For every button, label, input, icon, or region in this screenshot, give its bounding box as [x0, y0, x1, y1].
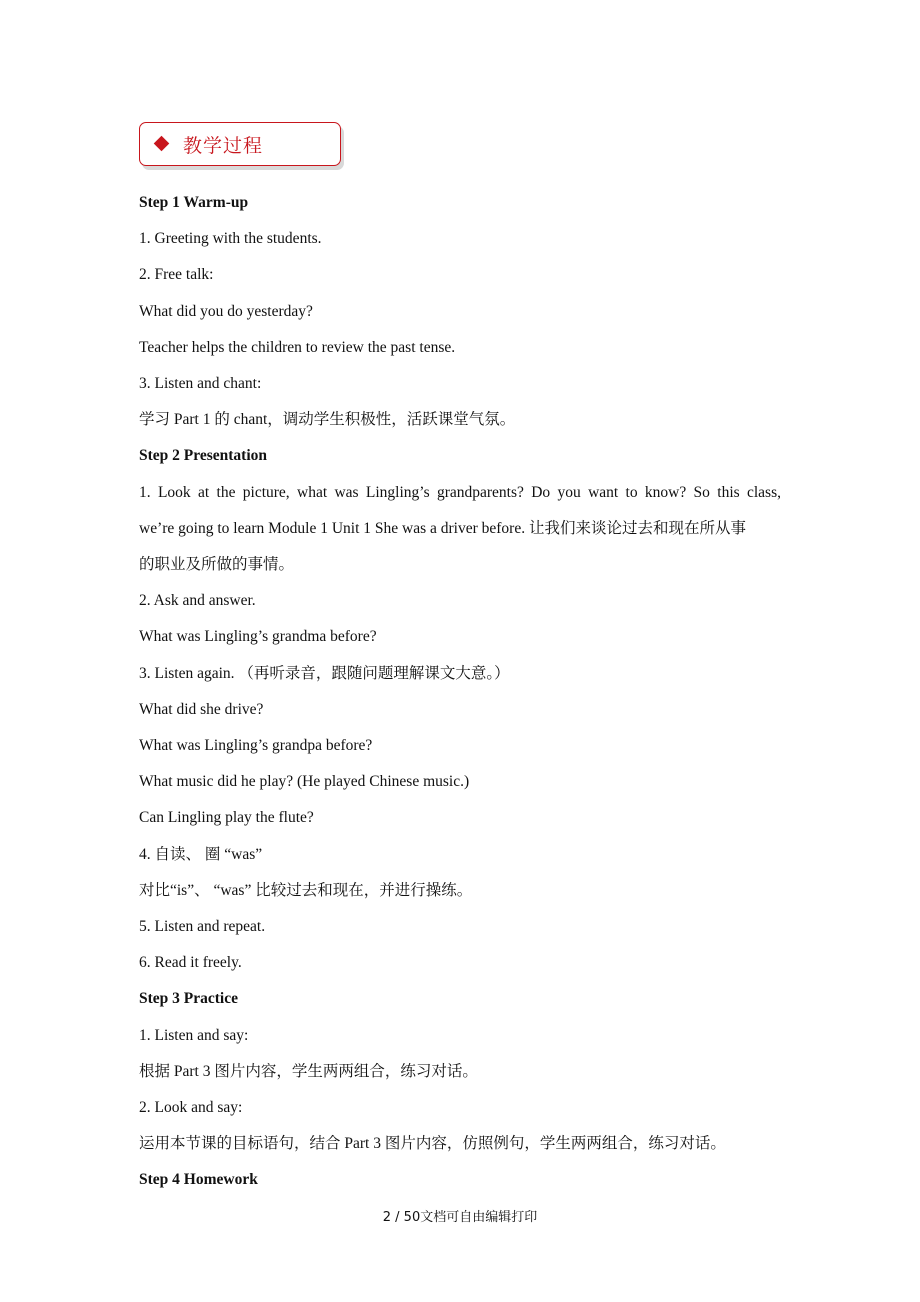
text-line: What did she drive? [139, 700, 264, 718]
text-line: What was Lingling’s grandma before? [139, 628, 377, 646]
text-line: 运用本节课的目标语句，结合 Part 3 图片内容，仿照例句，学生两两组合，练习对话。 [139, 1135, 726, 1153]
text-line: 3. Listen and chant: [139, 375, 262, 392]
step-heading: Step 3 Practice [139, 990, 238, 1008]
step-heading: Step 4 Homework [139, 1171, 258, 1189]
text-line: 2. Look and say: [139, 1099, 243, 1116]
section-header-box [139, 122, 341, 166]
text-line: Teacher helps the children to review the past tense. [139, 338, 456, 356]
text-line: 2. Free talk: [139, 266, 214, 284]
text-line: 4. 自读、 圈 “was” [139, 845, 263, 863]
text-line: 3. Listen again. （再听录音，跟随问题理解课文大意。） [139, 664, 510, 682]
step-heading: Step 2 Presentation [139, 447, 268, 465]
text-line: 1. Greeting with the students. [139, 230, 322, 248]
text-line: 学习 Part 1 的 chant，调动学生积极性，活跃课堂气氛。 [139, 411, 516, 429]
text-line: What did you do yesterday? [139, 302, 313, 320]
text-line: 1. Look at the picture, what was Lingling’s grandparents? Do you want to know? So this class, [139, 483, 781, 501]
text-line: we’re going to learn Module 1 Unit 1 She was a driver before. 让我们来谈论过去和现在所从事 [139, 519, 746, 537]
text-line: 2. Ask and answer. [139, 592, 256, 610]
text-line: Can Lingling play the flute? [139, 809, 314, 827]
text-line: 5. Listen and repeat. [139, 918, 266, 935]
step-heading: Step 1 Warm-up [139, 194, 249, 211]
text-line: 对比“is”、 “was” 比较过去和现在，并进行操练。 [139, 881, 473, 899]
section-header-title: 教学过程 [183, 135, 264, 157]
text-line: What music did he play? (He played Chinese music.) [139, 773, 470, 791]
text-line: 6. Read it freely. [139, 954, 242, 972]
text-line: 的职业及所做的事情。 [139, 556, 295, 573]
text-line: 1. Listen and say: [139, 1026, 249, 1044]
diamond-bullet-icon [154, 136, 170, 152]
text-line: What was Lingling’s grandpa before? [139, 737, 373, 754]
text-line: 根据 Part 3 图片内容，学生两两组合，练习对话。 [139, 1062, 478, 1080]
page-footer: 2 / 50文档可自由编辑打印 [382, 1210, 538, 1225]
